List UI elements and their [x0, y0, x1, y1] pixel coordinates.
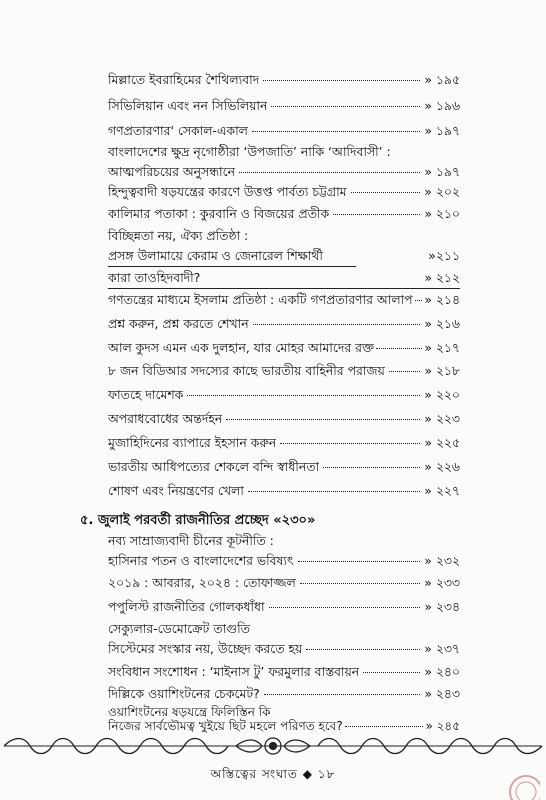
toc-entry-title: পপুলিস্ট রাজনীতির গোলকধাঁধা — [108, 599, 265, 614]
toc-entry — [108, 686, 460, 702]
toc-entry-title: মুজাহিদিনের ব্যাপারে ইহসান করুন — [108, 435, 277, 450]
toc-entry-title: কালিমার পতাকা : কুরবানি ও বিজয়ের প্রতীক — [108, 206, 330, 221]
toc-entry — [108, 553, 460, 569]
toc-entry-page: » ২১০ — [424, 206, 460, 221]
dot-leader — [226, 419, 420, 420]
toc-entry — [108, 316, 460, 332]
dot-leader — [415, 300, 423, 301]
toc-entry-page: »২১১ — [428, 248, 460, 263]
toc-entry — [108, 664, 460, 680]
dot-leader — [248, 491, 420, 492]
toc-entry-page: » ২৩৭ — [424, 641, 460, 656]
toc-entry-page: » ১৯৭ — [424, 164, 460, 179]
toc-entry-title-line1: ওয়াশিংটনের ষড়যন্ত্রে ফিলিস্তিন কি — [108, 705, 271, 719]
toc-entry — [108, 98, 460, 114]
dot-leader — [300, 583, 421, 584]
dot-leader — [269, 607, 421, 608]
toc-entry-title: সংবিধান সংশোধন : ‘মাইনাস টু’ ফরমুলার বাস্তবায়ন — [108, 664, 360, 679]
dot-leader — [252, 131, 420, 132]
toc-entry — [108, 292, 460, 308]
toc-entry-title-line1: সেক্যুলার-ডেমোক্রেট তাগুতি — [108, 621, 250, 636]
toc-entry-title-line1: নব্য সাম্রাজ্যবাদী চীনের কূটনীতি : — [108, 533, 274, 548]
toc-entry-page: » ২২৩ — [424, 411, 460, 426]
toc-entry — [108, 641, 460, 657]
toc-entry-title: দিল্লিকে ওয়াশিংটনের চেকমেট? — [108, 686, 260, 701]
toc-entry-page: » ২৪৩ — [424, 686, 460, 701]
dot-leader — [389, 371, 421, 372]
toc-entry-title-line1: বিচ্ছিন্নতা নয়, ঐক্য প্রতিষ্ঠা : — [108, 228, 249, 243]
toc-entry-title: প্রশ্ন করুন, প্রশ্ন করতে শেখান — [108, 316, 249, 331]
toc-entry-page: » ২১২ — [424, 270, 460, 285]
toc-entry-page: » ২৩২ — [424, 553, 460, 568]
toc-entry — [108, 270, 460, 286]
toc-entry — [108, 483, 460, 499]
stamp-mark — [500, 766, 540, 800]
toc-entry-page: » ২১৬ — [424, 316, 460, 331]
toc-entry-page: » ২২৬ — [424, 459, 460, 474]
page-footer: অস্তিত্বের সংঘাত ◆ ১৮ — [210, 767, 336, 781]
toc-entry-title: ভারতীয় আধিপত্যের শেকলে বন্দি স্বাধীনতা — [108, 459, 320, 474]
toc-entry-title: ফাতহে দামেশক — [108, 387, 184, 402]
dot-leader — [376, 348, 422, 349]
toc-entry — [108, 363, 460, 379]
ornament-border — [0, 732, 546, 760]
toc-entry-page: » ২৪০ — [424, 664, 460, 679]
toc-entry — [108, 575, 460, 591]
toc-entry — [108, 340, 460, 356]
toc-entry — [108, 184, 460, 200]
toc-entry-title: ৮ জন বিডিআর সদস্যের কাছে ভারতীয় বাহিনীর পরাজয় — [108, 363, 385, 378]
dot-leader — [333, 214, 420, 215]
toc-entry-title: আত্মপরিচয়ের অনুসন্ধানে — [108, 164, 235, 179]
toc-entry-title: হাসিনার পতন ও বাংলাদেশের ভবিষ্যৎ — [108, 553, 294, 568]
toc-entry-title: সিভিলিয়ান এবং নন সিভিলিয়ান — [108, 98, 268, 113]
dot-leader — [351, 192, 421, 193]
toc-entry-page: » ২১৪ — [424, 292, 460, 307]
section-heading: ৫. জুলাই পরবর্তী রাজনীতির প্রচ্ছেদ «২৩০» — [80, 513, 316, 528]
toc-entry — [108, 72, 460, 88]
toc-entry-page: » ২৩৩ — [424, 575, 460, 590]
dot-leader — [363, 672, 420, 673]
underline — [108, 288, 460, 289]
dot-leader — [239, 172, 420, 173]
dot-leader — [345, 726, 424, 727]
toc-entry-title-line1: বাংলাদেশের ক্ষুদ্র নৃগোষ্ঠীরা ‘উপজাতি’ নাকি ‘আদিবাসী’ : — [108, 144, 391, 159]
toc-entry — [108, 123, 460, 139]
toc-entry — [108, 459, 460, 475]
dot-leader — [253, 324, 421, 325]
toc-entry — [108, 164, 460, 180]
toc-entry-page: » ১৯৭ — [424, 123, 460, 138]
underline — [108, 266, 356, 267]
toc-entry-page: » ২১৮ — [424, 363, 460, 378]
toc-entry-page: » ১৯৫ — [424, 72, 460, 87]
toc-entry — [108, 206, 460, 222]
toc-entry-title: কারা তাওহিদবাদী? — [108, 270, 201, 285]
toc-entry-title: নিজের সার্বভৌমত্ব খুইয়ে ছিট মহলে পরিণত হবে? — [108, 719, 343, 733]
toc-entry-title: শোষণ এবং নিয়ন্ত্রণের খেলা — [108, 483, 244, 498]
toc-entry-page: » ২৩৪ — [424, 599, 460, 614]
toc-entry — [108, 411, 460, 427]
dot-leader — [264, 694, 421, 695]
dot-leader — [263, 80, 420, 81]
dot-leader — [323, 467, 420, 468]
toc-entry-title: মিল্লাতে ইবরাহিমের শৈথিল্যবাদ — [108, 72, 260, 87]
dot-leader — [280, 443, 420, 444]
dot-leader — [187, 395, 420, 396]
toc-entry-title: আল কুদস এমন এক দুলহান, যার মোহর আমাদের রক্ত — [108, 340, 374, 355]
toc-entry — [108, 248, 460, 264]
toc-entry-title: সিস্টেমের সংস্কার নয়, উচ্ছেদ করতে হয় — [108, 641, 303, 656]
toc-entry-title: গণপ্রতারণার' সেকাল-একাল — [108, 123, 248, 138]
toc-entry — [108, 599, 460, 615]
toc-entry-title: গণতন্ত্রের মাধ্যমে ইসলাম প্রতিষ্ঠা : একটি গণপ্রতারণার আলাপ — [108, 292, 413, 307]
toc-entry-title: অপরাধবোধের অন্তর্দহন — [108, 411, 223, 426]
toc-entry — [108, 435, 460, 451]
toc-entry-page: » ২২৭ — [424, 483, 460, 498]
toc-entry-page: » ২৪৫ — [425, 719, 460, 733]
toc-entry-title: হিন্দুত্ববাদী ষড়যন্ত্রের কারণে উত্তপ্ত পার্বত্য চট্টগ্রাম — [108, 184, 347, 199]
toc-entry-page: » ২২০ — [424, 387, 460, 402]
toc-entry-title: ২০১৯ : আবরার, ২০২৪ : তোফাজ্জল — [108, 575, 296, 590]
toc-entry-page: » ২১৭ — [424, 340, 460, 355]
toc-entry-page: » ২২৫ — [424, 435, 460, 450]
toc-entry-page: » ১৯৬ — [424, 98, 460, 113]
dot-leader — [271, 106, 420, 107]
toc-entry — [108, 387, 460, 403]
dot-leader — [306, 649, 420, 650]
dot-leader — [298, 561, 421, 562]
toc-entry-page: » ২০২ — [424, 184, 460, 199]
toc-entry-title: প্রসঙ্গ উলামায়ে কেরাম ও জেনারেল শিক্ষার্থী — [108, 248, 323, 263]
